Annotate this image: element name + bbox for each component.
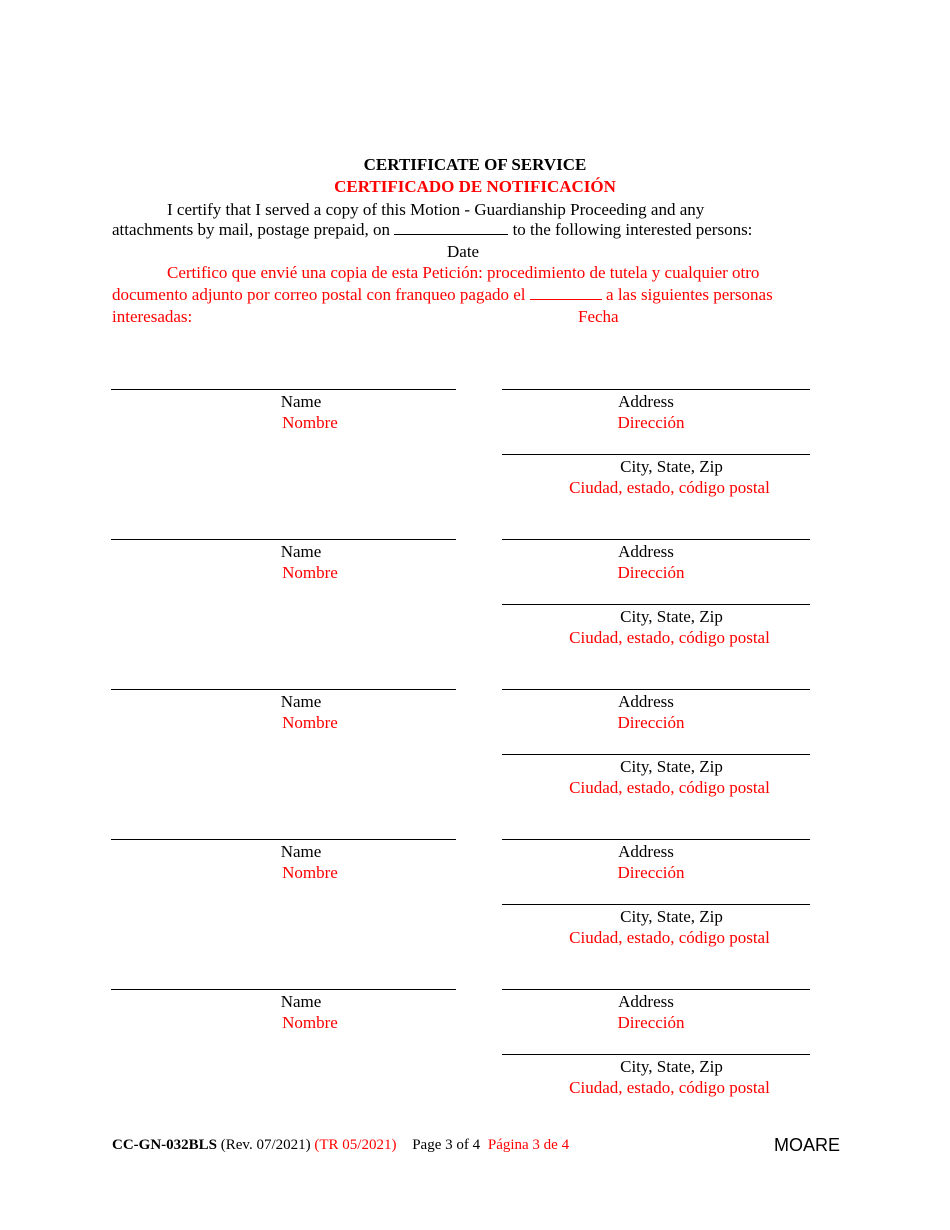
name-label: Name — [280, 692, 322, 711]
date-label: Date — [447, 242, 480, 261]
city-state-zip-label: City, State, Zip — [620, 757, 723, 776]
paragraph-es-line2 — [112, 284, 773, 305]
address-label: Address — [618, 992, 674, 1011]
address-label: Address — [618, 542, 674, 561]
name-signature-line[interactable] — [111, 539, 456, 540]
city-state-zip-label-es: Ciudad, estado, código postal — [569, 628, 770, 647]
address-label-es: Dirección — [617, 563, 685, 582]
name-signature-line[interactable] — [111, 839, 456, 840]
paragraph-en-line1: I certify that I served a copy of this Motion - Guardianship Proceeding and any — [167, 200, 705, 219]
title-en: CERTIFICATE OF SERVICE — [363, 155, 587, 174]
revision: (Rev. 07/2021) — [220, 1137, 311, 1153]
address-line[interactable] — [502, 389, 810, 390]
fecha-label: Fecha — [578, 307, 619, 326]
address-line[interactable] — [502, 689, 810, 690]
name-label-es: Nombre — [282, 413, 338, 432]
city-state-zip-label: City, State, Zip — [620, 907, 723, 926]
city-state-zip-label: City, State, Zip — [620, 457, 723, 476]
address-label: Address — [618, 842, 674, 861]
fecha-blank[interactable] — [530, 284, 602, 300]
page-number: Page 3 of 4 — [412, 1137, 481, 1153]
paragraph-en-line2-end: to the following interested persons: — [512, 220, 753, 239]
paragraph-es-line2-end: a las siguientes personas — [606, 285, 773, 304]
paragraph-es-line1: Certifico que envié una copia de esta Petición: procedimiento de tutela y cualquier otro — [167, 263, 760, 282]
name-label-es: Nombre — [282, 713, 338, 732]
name-signature-line[interactable] — [111, 689, 456, 690]
name-signature-line[interactable] — [111, 989, 456, 990]
watermark-moare: MOARE — [774, 1135, 841, 1155]
form-id: CC-GN-032BLS — [112, 1137, 218, 1153]
address-label-es: Dirección — [617, 413, 685, 432]
page-number-es: Página 3 de 4 — [487, 1137, 570, 1153]
title-es: CERTIFICADO DE NOTIFICACIÓN — [334, 177, 616, 196]
city-state-zip-line[interactable] — [502, 604, 810, 605]
address-label: Address — [618, 692, 674, 711]
name-label-es: Nombre — [282, 563, 338, 582]
city-state-zip-label-es: Ciudad, estado, código postal — [569, 1078, 770, 1097]
name-label: Name — [280, 992, 322, 1011]
address-label-es: Dirección — [617, 713, 685, 732]
address-line[interactable] — [502, 839, 810, 840]
name-label-es: Nombre — [282, 1013, 338, 1032]
paragraph-es-line3: interesadas: — [112, 307, 193, 326]
name-label: Name — [280, 392, 322, 411]
city-state-zip-line[interactable] — [502, 1054, 810, 1055]
address-line[interactable] — [502, 539, 810, 540]
paragraph-es-line2-start: documento adjunto por correo postal con franqueo pagado el — [112, 285, 526, 304]
footer — [112, 1136, 569, 1155]
address-label-es: Dirección — [617, 1013, 685, 1032]
city-state-zip-label: City, State, Zip — [620, 1057, 723, 1076]
address-line[interactable] — [502, 989, 810, 990]
translation-revision: (TR 05/2021) — [314, 1137, 397, 1153]
city-state-zip-line[interactable] — [502, 904, 810, 905]
city-state-zip-line[interactable] — [502, 754, 810, 755]
date-blank[interactable] — [394, 219, 508, 235]
city-state-zip-label: City, State, Zip — [620, 607, 723, 626]
name-signature-line[interactable] — [111, 389, 456, 390]
paragraph-en-line2 — [112, 219, 752, 240]
address-label-es: Dirección — [617, 863, 685, 882]
name-label: Name — [280, 842, 322, 861]
city-state-zip-line[interactable] — [502, 454, 810, 455]
city-state-zip-label-es: Ciudad, estado, código postal — [569, 928, 770, 947]
paragraph-en-line2-start: attachments by mail, postage prepaid, on — [112, 220, 391, 239]
name-label: Name — [280, 542, 322, 561]
name-label-es: Nombre — [282, 863, 338, 882]
city-state-zip-label-es: Ciudad, estado, código postal — [569, 778, 770, 797]
city-state-zip-label-es: Ciudad, estado, código postal — [569, 478, 770, 497]
address-label: Address — [618, 392, 674, 411]
